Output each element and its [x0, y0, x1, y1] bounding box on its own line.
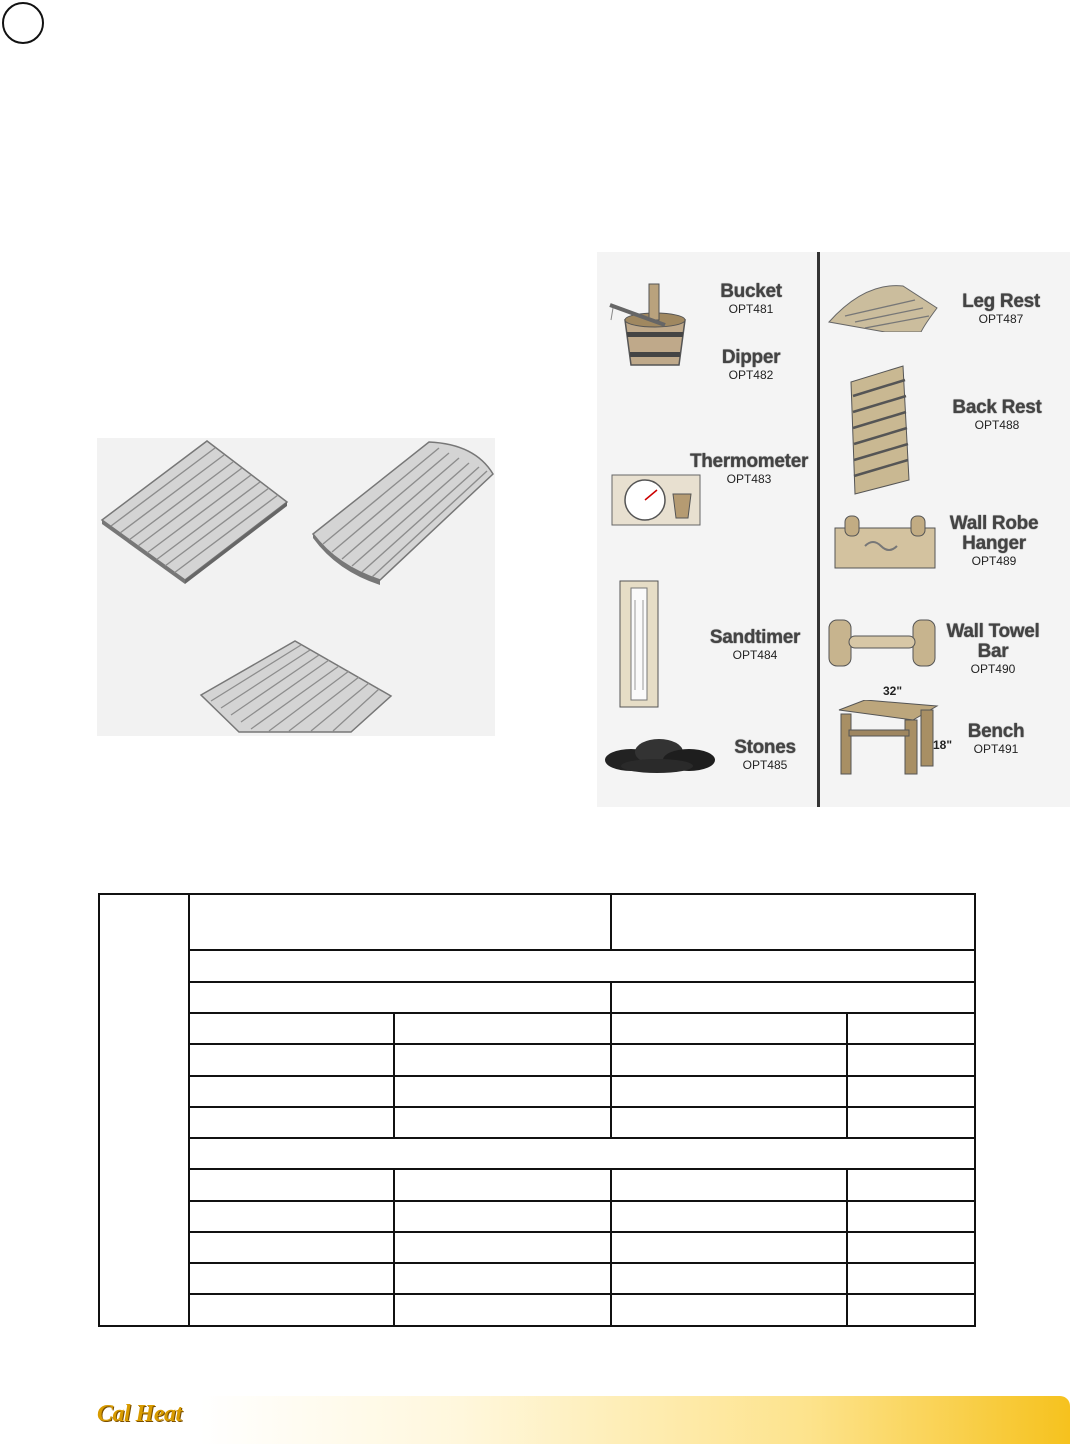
stones-icon	[601, 732, 721, 774]
table-vline	[610, 1012, 612, 1138]
accessory-name-line1: Wall Robe	[949, 513, 1039, 534]
accessory-sandtimer	[701, 628, 809, 663]
accessory-stones	[727, 738, 803, 773]
footer-accent-bar	[200, 1396, 1070, 1444]
bench-icon	[833, 700, 939, 776]
accessory-code: OPT489	[971, 554, 1017, 568]
accessory-code: OPT481	[728, 302, 774, 316]
accessory-towel-bar	[943, 622, 1043, 677]
accessory-name: Stones	[734, 737, 796, 758]
table-vline	[393, 1168, 395, 1325]
floor-mat-rectangle-icon	[102, 441, 287, 584]
table-row	[189, 1168, 974, 1170]
accessory-code: OPT483	[726, 472, 772, 486]
table-row	[189, 1200, 974, 1202]
back-rest-icon	[843, 364, 913, 496]
brand-logo: Cal Heat	[97, 1401, 182, 1427]
accessory-robe-hanger	[945, 514, 1043, 569]
table-vline	[846, 1012, 848, 1138]
table-vline	[610, 1168, 612, 1325]
accessory-back-rest	[947, 398, 1047, 433]
accessory-code: OPT484	[732, 648, 778, 662]
table-row	[189, 1231, 974, 1233]
sandtimer-icon	[619, 580, 659, 708]
panel-divider	[817, 252, 820, 807]
accessory-code: OPT487	[978, 312, 1024, 326]
table-vline	[610, 981, 612, 1013]
table-row	[189, 1043, 974, 1045]
floor-mat-curved-icon	[313, 442, 493, 585]
accessory-code: OPT482	[728, 368, 774, 382]
table-vline	[610, 895, 612, 951]
table-row	[189, 1106, 974, 1108]
spec-table	[98, 893, 976, 1327]
table-row	[189, 1137, 974, 1139]
accessory-name: Back Rest	[952, 397, 1042, 418]
accessory-name: Dipper	[721, 347, 781, 368]
table-row	[189, 1075, 974, 1077]
table-row	[189, 1262, 974, 1264]
accessory-thermometer	[687, 452, 811, 487]
accessories-panel	[597, 252, 1070, 807]
accessory-code: OPT491	[973, 742, 1019, 756]
accessory-name: Thermometer	[689, 451, 809, 472]
floor-mats-image	[97, 438, 495, 736]
accessory-code: OPT485	[742, 758, 788, 772]
table-row	[189, 1012, 974, 1014]
accessory-bucket	[709, 282, 793, 317]
table-row	[189, 949, 974, 951]
accessory-leg-rest	[951, 292, 1051, 327]
accessory-name: Leg Rest	[962, 291, 1040, 312]
bucket-icon	[605, 280, 705, 370]
accessory-name-line1: Wall Towel	[946, 621, 1040, 642]
accessory-name-line2: Hanger	[962, 533, 1026, 554]
page-number-circle	[2, 2, 44, 44]
accessory-name: Bench	[967, 721, 1025, 742]
accessory-dipper	[709, 348, 793, 383]
bench-width-dimension: 32"	[883, 684, 903, 698]
accessory-name: Bucket	[720, 281, 782, 302]
table-vline	[846, 1168, 848, 1325]
leg-rest-icon	[825, 280, 941, 332]
accessory-name-line2: Bar	[977, 641, 1009, 662]
robe-hanger-icon	[831, 514, 939, 578]
table-row	[189, 981, 974, 983]
accessory-name: Sandtimer	[709, 627, 801, 648]
floor-mat-corner-icon	[201, 641, 391, 732]
accessory-code: OPT490	[970, 662, 1016, 676]
table-side-column-divider	[188, 895, 190, 1325]
table-vline	[393, 1012, 395, 1138]
towel-bar-icon	[825, 614, 939, 672]
accessory-bench	[955, 722, 1037, 757]
table-row	[189, 1293, 974, 1295]
accessory-code: OPT488	[974, 418, 1020, 432]
bench-height-dimension: 18"	[933, 738, 953, 752]
